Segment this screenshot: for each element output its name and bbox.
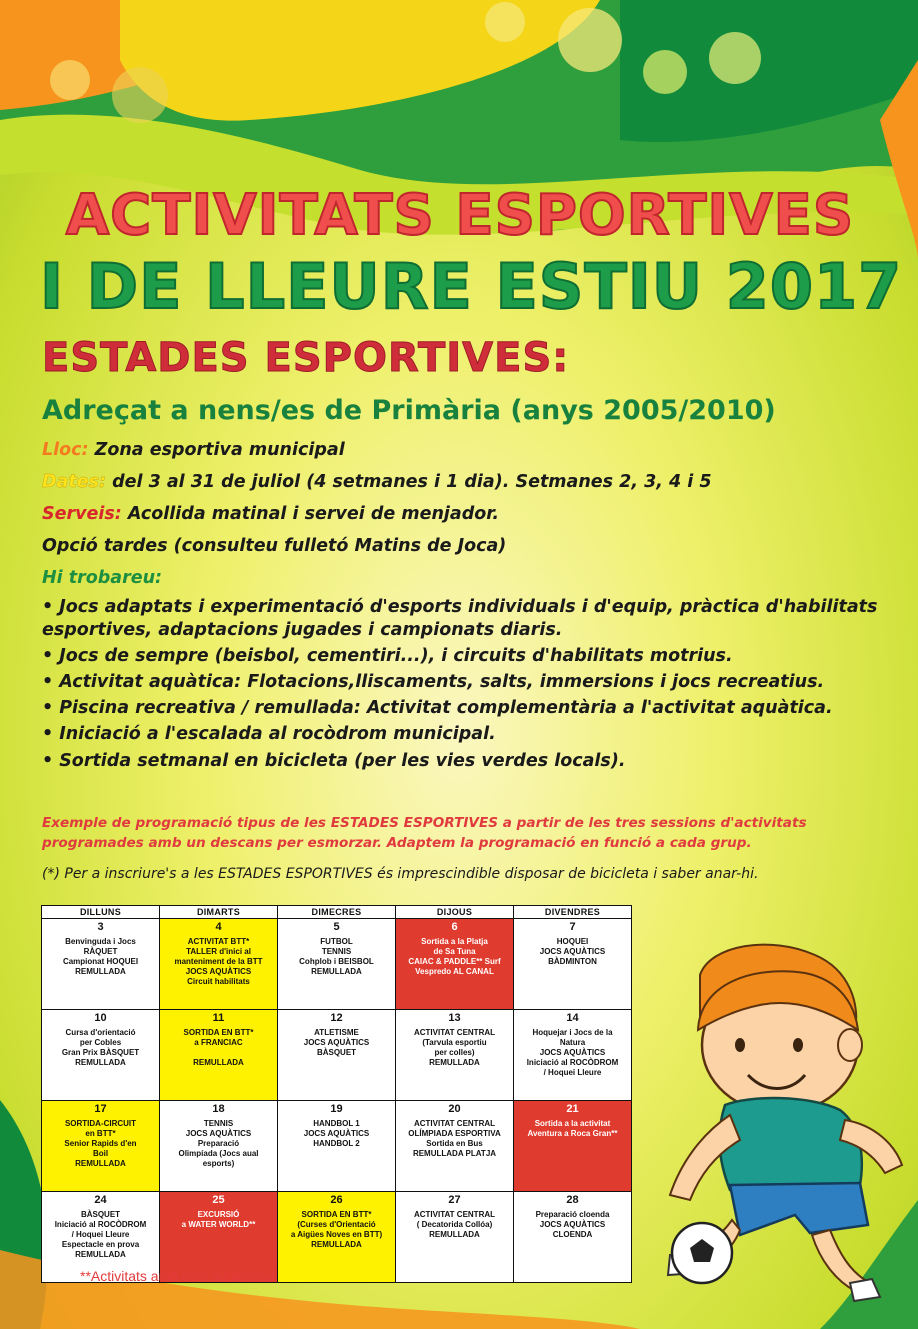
activity-text: HANDBOL 1 bbox=[313, 1118, 360, 1128]
activity-text: Iniciació al ROCÒDROM bbox=[54, 1219, 147, 1229]
day-number: 5 bbox=[333, 921, 340, 933]
list-item: • Sortida setmanal en bicicleta (per les vies verdes locals). bbox=[42, 750, 626, 771]
activity-text: Gran Prix BÀSQUET bbox=[61, 1047, 140, 1057]
list-item: • Iniciació a l'escalada al rocòdrom municipal. bbox=[42, 724, 496, 745]
day-number: 13 bbox=[448, 1012, 461, 1024]
activity-text: / Hoquei Lleure bbox=[71, 1229, 130, 1239]
activity-text: ACTIVITAT CENTRAL bbox=[413, 1209, 496, 1219]
day-cell bbox=[396, 1010, 514, 1101]
day-number: 4 bbox=[215, 921, 222, 933]
activity-text: per Cobles bbox=[79, 1037, 122, 1047]
day-cell bbox=[160, 1101, 278, 1192]
bullet-icon: • bbox=[42, 698, 54, 719]
lloc-label: Lloc: bbox=[42, 440, 89, 460]
ball-icon bbox=[558, 8, 622, 72]
activity-text: ( Decatorida Collóa) bbox=[416, 1219, 493, 1229]
activity-text: REMULLADA bbox=[75, 1057, 126, 1067]
list-item: • Jocs de sempre (beisbol, cementiri...), i circuits d'habilitats motrius. bbox=[42, 646, 733, 667]
day-cell bbox=[278, 1010, 396, 1101]
activity-text: esports) bbox=[202, 1158, 235, 1168]
activity-text: Circuit habilitats bbox=[187, 976, 250, 986]
activity-text: a FRANCIAC bbox=[194, 1037, 243, 1047]
column-header: DILLUNS bbox=[42, 906, 160, 919]
day-cell bbox=[514, 919, 632, 1010]
activity-text: JOCS AQUÀTICS bbox=[303, 1037, 370, 1047]
day-number: 28 bbox=[566, 1194, 579, 1206]
activity-text: REMULLADA bbox=[75, 1249, 126, 1259]
activity-text: Sortida en Bus bbox=[426, 1138, 483, 1148]
activity-text: ACTIVITAT CENTRAL bbox=[413, 1118, 496, 1128]
activity-text: (Curses d'Orientació bbox=[297, 1219, 376, 1229]
day-number: 7 bbox=[569, 921, 576, 933]
table-header-row bbox=[42, 906, 632, 919]
day-cell bbox=[396, 1101, 514, 1192]
list-item: • Piscina recreativa / remullada: Activitat complementària a l'activitat aquàtica. bbox=[42, 698, 833, 719]
day-cell bbox=[514, 1101, 632, 1192]
activity-text: BÀSQUET bbox=[80, 1209, 121, 1219]
activity-text: TALLER d'inici al bbox=[186, 946, 251, 956]
day-cell bbox=[160, 919, 278, 1010]
column-header: DIMARTS bbox=[160, 906, 278, 919]
lloc-value: Zona esportiva municipal bbox=[94, 440, 345, 460]
day-number: 25 bbox=[212, 1194, 225, 1206]
main-title-line1: ACTIVITATS ESPORTIVES bbox=[65, 183, 855, 248]
column-header: DIJOUS bbox=[396, 906, 514, 919]
activity-text: de Sa Tuna bbox=[433, 946, 476, 956]
activity-text: JOCS AQUÀTICS bbox=[539, 1047, 606, 1057]
schedule-table bbox=[41, 905, 632, 1283]
activity-text: ACTIVITAT BTT* bbox=[187, 936, 250, 946]
activity-text: en BTT* bbox=[85, 1128, 116, 1138]
activity-text: Preparació bbox=[197, 1138, 240, 1148]
activity-text: REMULLADA PLATJA bbox=[412, 1148, 497, 1158]
activity-text: BÀSQUET bbox=[316, 1047, 357, 1057]
activity-text: / Hoquei Lleure bbox=[543, 1067, 602, 1077]
activities-list bbox=[42, 596, 892, 776]
activity-text: Cohplob i BEISBOL bbox=[299, 956, 374, 966]
activity-text: manteniment de la BTT bbox=[174, 956, 263, 966]
activity-text: Benvinguda i Jocs bbox=[65, 936, 136, 946]
day-cell bbox=[396, 919, 514, 1010]
day-number: 24 bbox=[94, 1194, 107, 1206]
dates-line bbox=[42, 472, 892, 494]
day-number: 17 bbox=[94, 1103, 107, 1115]
activity-text: REMULLADA bbox=[311, 1239, 362, 1249]
dates-value: del 3 al 31 de juliol (4 setmanes i 1 dia). Setmanes 2, 3, 4 i 5 bbox=[112, 472, 712, 492]
activity-text: SORTIDA EN BTT* bbox=[183, 1027, 254, 1037]
activity-text: REMULLADA bbox=[429, 1229, 480, 1239]
ball-icon bbox=[50, 60, 90, 100]
activity-text: a Aigües Noves en BTT) bbox=[290, 1229, 383, 1239]
day-number: 3 bbox=[97, 921, 104, 933]
day-cell bbox=[396, 1192, 514, 1283]
day-cell bbox=[42, 1010, 160, 1101]
boy-football-illustration bbox=[640, 935, 918, 1305]
day-number: 10 bbox=[94, 1012, 107, 1024]
ball-icon bbox=[643, 50, 687, 94]
activity-text: Campionat HOQUEI bbox=[62, 956, 139, 966]
activity-text: (Tarvula esportiu bbox=[422, 1037, 487, 1047]
serveis-label: Serveis: bbox=[42, 504, 122, 524]
activity-text: Olimpíada (Jocs aual bbox=[178, 1148, 259, 1158]
activity-text: Aventura a Roca Gran** bbox=[527, 1128, 618, 1138]
audience-heading: Adreçat a nens/es de Primària (anys 2005/2010) bbox=[42, 395, 776, 426]
dates-label: Dates: bbox=[42, 472, 106, 492]
activity-text: Boil bbox=[92, 1148, 109, 1158]
day-number: 20 bbox=[448, 1103, 461, 1115]
day-cell bbox=[514, 1192, 632, 1283]
activity-text: Sortida a la activitat bbox=[534, 1118, 611, 1128]
ball-icon bbox=[485, 2, 525, 42]
eye-right bbox=[793, 1038, 803, 1052]
bullet-icon: • bbox=[42, 646, 54, 667]
ear bbox=[838, 1029, 862, 1061]
activity-text: Sortida a la Platja bbox=[421, 936, 488, 946]
activity-text: Hoquejar i Jocs de la bbox=[532, 1027, 613, 1037]
table-row bbox=[42, 1010, 632, 1101]
activity-text: OLÍMPIADA ESPORTIVA bbox=[408, 1128, 501, 1138]
activity-text: CAIAC & PADDLE** Surf bbox=[408, 956, 501, 966]
activity-text: Espectacle en prova bbox=[61, 1239, 140, 1249]
activity-text: EXCURSIÓ bbox=[197, 1209, 240, 1219]
day-number: 18 bbox=[212, 1103, 225, 1115]
activity-text: Vespredo AL CANAL bbox=[415, 966, 494, 976]
shirt-shape bbox=[720, 1098, 862, 1190]
table-row bbox=[42, 1101, 632, 1192]
activity-text: RÀQUET bbox=[83, 946, 118, 956]
activity-text: REMULLADA bbox=[193, 1057, 244, 1067]
activity-text: FUTBOL bbox=[320, 936, 353, 946]
bullet-icon: • bbox=[42, 724, 54, 745]
activity-text: Iniciació al ROCÒDROM bbox=[526, 1057, 619, 1067]
day-cell bbox=[42, 1101, 160, 1192]
cost-footnote: **Activitats amb cost addicional bbox=[80, 1268, 275, 1284]
serveis-value: Acollida matinal i servei de menjador. bbox=[127, 504, 500, 524]
shorts-shape bbox=[730, 1183, 868, 1235]
day-number: 19 bbox=[330, 1103, 343, 1115]
day-number: 27 bbox=[448, 1194, 461, 1206]
example-text: Exemple de programació tipus de les ESTADES ESPORTIVES a partir de les tres sessions d'activitats programades amb un descans per esmorzar. Adaptem la programació en funció a cada grup. bbox=[42, 815, 807, 851]
bullet-icon: • bbox=[42, 597, 54, 617]
activity-text: ACTIVITAT CENTRAL bbox=[413, 1027, 496, 1037]
main-title-line2: I DE LLEURE ESTIU 2017 bbox=[40, 250, 903, 323]
activity-text: JOCS AQUÀTICS bbox=[539, 946, 606, 956]
column-header: DIVENDRES bbox=[514, 906, 632, 919]
day-number: 21 bbox=[566, 1103, 579, 1115]
list-item: • Activitat aquàtica: Flotacions,lliscaments, salts, immersions i jocs recreatius. bbox=[42, 672, 825, 693]
bullet-icon: • bbox=[42, 750, 54, 771]
activity-text: Cursa d'orientació bbox=[65, 1027, 136, 1037]
eye-left bbox=[735, 1038, 745, 1052]
activity-text: HOQUEI bbox=[556, 936, 589, 946]
day-cell bbox=[514, 1010, 632, 1101]
day-cell bbox=[160, 1010, 278, 1101]
table-row bbox=[42, 919, 632, 1010]
day-cell bbox=[278, 1101, 396, 1192]
day-number: 14 bbox=[566, 1012, 579, 1024]
activity-text: TENNIS bbox=[321, 946, 352, 956]
activity-text: SORTIDA-CIRCUIT bbox=[64, 1118, 137, 1128]
activity-text: Preparació cloenda bbox=[535, 1209, 610, 1219]
ball-icon bbox=[709, 32, 761, 84]
activity-text: Natura bbox=[559, 1037, 586, 1047]
bullet-icon: • bbox=[42, 672, 54, 693]
activity-text: JOCS AQUÀTICS bbox=[185, 1128, 252, 1138]
day-number: 11 bbox=[212, 1012, 225, 1024]
activity-text: JOCS AQUÀTICS bbox=[539, 1219, 606, 1229]
ball-icon bbox=[112, 67, 168, 123]
activity-text: REMULLADA bbox=[75, 1158, 126, 1168]
activity-text: a WATER WORLD** bbox=[181, 1219, 256, 1229]
activity-text: TENNIS bbox=[203, 1118, 234, 1128]
activity-text: REMULLADA bbox=[75, 966, 126, 976]
activity-text: CLOENDA bbox=[552, 1229, 593, 1239]
day-cell bbox=[278, 1192, 396, 1283]
trobareu-label: Hi trobareu: bbox=[42, 568, 163, 588]
activity-text: SORTIDA EN BTT* bbox=[301, 1209, 372, 1219]
activity-text: ATLETISME bbox=[314, 1027, 359, 1037]
column-header: DIMECRES bbox=[278, 906, 396, 919]
serveis-line bbox=[42, 504, 892, 526]
list-item: • Jocs adaptats i experimentació d'esports individuals i d'equip, pràctica d'habilitats esportives, adaptacions jugades i campionats diaris. bbox=[42, 597, 878, 641]
activity-text: Senior Rapids d'en bbox=[64, 1138, 137, 1148]
day-cell bbox=[42, 919, 160, 1010]
bicycle-note: (*) Per a inscriure's a les ESTADES ESPORTIVES és imprescindible disposar de bicicleta i saber anar-hi. bbox=[42, 866, 759, 882]
activity-text: REMULLADA bbox=[429, 1057, 480, 1067]
lloc-line bbox=[42, 440, 892, 462]
day-cell bbox=[278, 919, 396, 1010]
opcio-line: Opció tardes (consulteu fulletó Matins de Joca) bbox=[42, 536, 507, 556]
activity-text: HANDBOL 2 bbox=[313, 1138, 360, 1148]
activity-text: BÀDMINTON bbox=[548, 956, 597, 966]
day-number: 6 bbox=[451, 921, 458, 933]
activity-text: JOCS AQUÀTICS bbox=[185, 966, 252, 976]
activity-text: REMULLADA bbox=[311, 966, 362, 976]
activity-text: per colles) bbox=[434, 1047, 475, 1057]
section-subtitle: ESTADES ESPORTIVES: bbox=[42, 335, 570, 381]
day-number: 26 bbox=[330, 1194, 343, 1206]
day-number: 12 bbox=[330, 1012, 343, 1024]
activity-text: JOCS AQUÀTICS bbox=[303, 1128, 370, 1138]
shoe-right bbox=[850, 1279, 880, 1301]
activity-text bbox=[163, 1048, 274, 1058]
